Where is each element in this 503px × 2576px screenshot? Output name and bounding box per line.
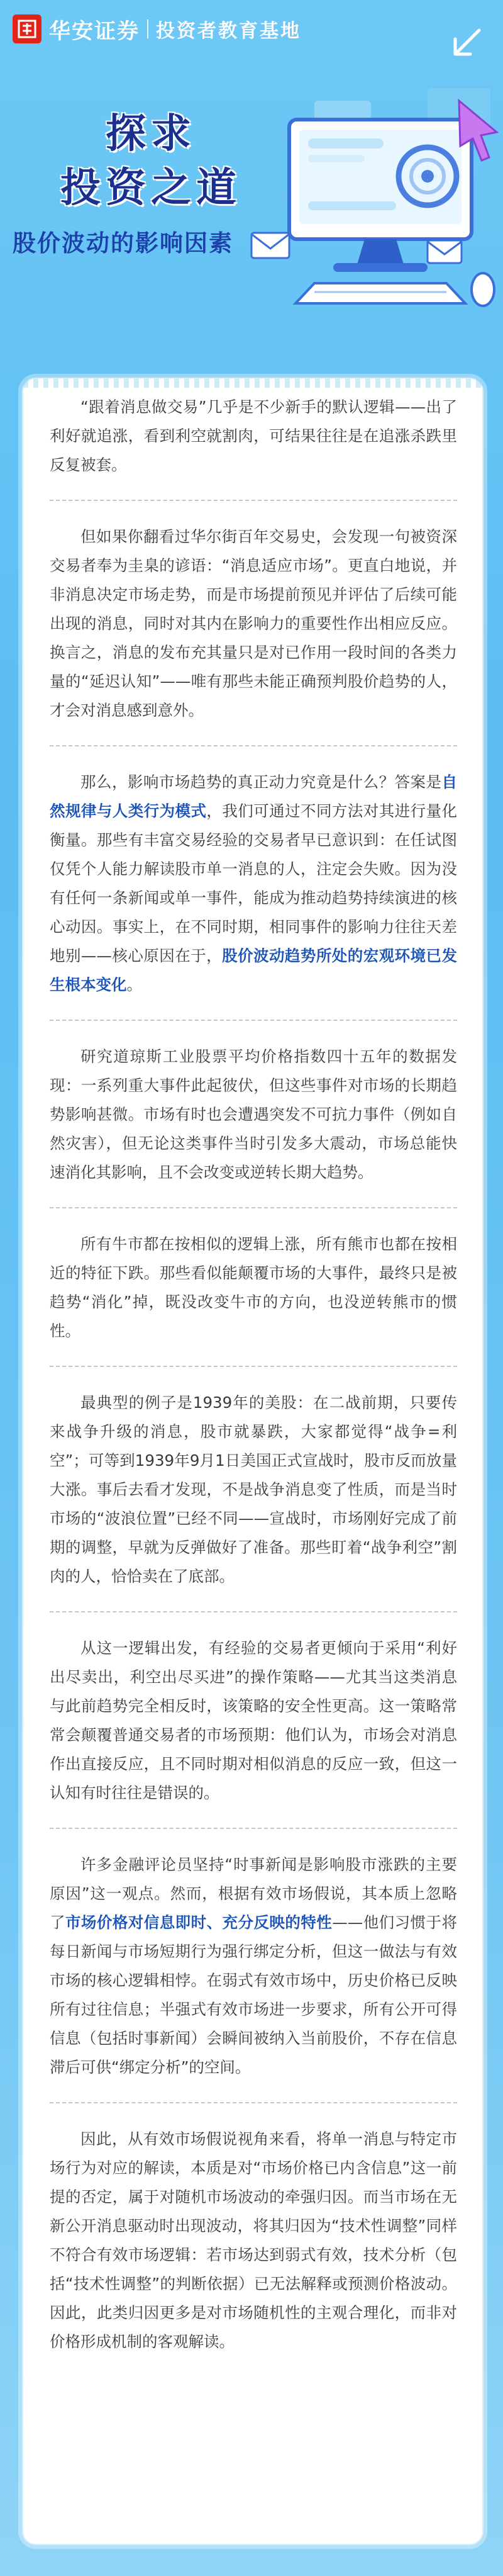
article-body xyxy=(50,393,457,2398)
header-bar xyxy=(13,11,301,47)
paragraph-2: 但如果你翻看过华尔街百年交易史，会发现一句被资深交易者奉为圭臬的谚语：“消息适应市场”。更直白地说，并非消息决定市场走势，而是市场提前预见并评估了后续可能出现的消息，同时对其内在影响力的重要性作出相应反应。换言之，消息的发布充其量只是对已作用一段时间的各类力量的“延迟认知”——唯有那些未能正确预判股价趋势的人，才会对消息感到意外。 xyxy=(50,522,457,746)
card-decoration xyxy=(23,379,482,388)
hero-title-line1: 探求 xyxy=(106,111,196,157)
highlight-natural-laws: 自然规律与人类行为模式 xyxy=(50,773,457,820)
paragraph-6: 最典型的例子是1939年的美股：在二战前期，只要传来战争升级的消息，股市就暴跌，大家都觉得“战争=利空”；可等到1939年9月1日美国正式宣战时，股市反而放量大涨。事后去看才发现，不是战争消息变了性质，而是当时市场的“波浪位置”已经不同——宣战时，市场刚好完成了前期的调整，早就为反弹做好了准备。那些盯着“战争利空”割肉的人，恰恰卖在了底部。 xyxy=(50,1388,457,1612)
paragraph-8-text-b: ——他们习惯于将每日新闻与市场短期行为强行绑定分析，但这一做法与有效市场的核心逻辑相悖。在弱式有效市场中，历史价格已反映所有过往信息；半强式有效市场进一步要求，所有公开可得信息（包括时事新闻）会瞬间被纳入当前股价，不存在信息滞后可供“绑定分析”的空间。 xyxy=(50,1913,458,2076)
paragraph-1: “跟着消息做交易”几乎是不少新手的默认逻辑——出了利好就追涨，看到利空就割肉，可结果往往是在追涨杀跌里反复被套。 xyxy=(50,393,457,501)
corner-arrow-icon xyxy=(451,28,482,58)
hero-title-line2: 投资之道 xyxy=(60,165,241,211)
article-card xyxy=(22,378,484,2545)
highlight-macro-environment: 股价波动趋势所处的宏观环境已发生根本变化 xyxy=(50,947,458,994)
highlight-market-price: 市场价格对信息即时、充分反映的特性 xyxy=(65,1913,333,1932)
hero-subtitle: 股价波动的影响因素 xyxy=(13,230,233,257)
paragraph-3-text-c: 。 xyxy=(126,976,142,994)
paragraph-4: 研究道琼斯工业股票平均价格指数四十五年的数据发现：一系列重大事件此起彼伏，但这些事件对市场的长期趋势影响甚微。市场有时也会遭遇突发不可抗力事件（例如自然灾害），但无论这类事件当时引发多大震动，市场总能快速消化其影响，且不会改变或逆转长期大趋势。 xyxy=(50,1042,457,1208)
brand-divider xyxy=(147,20,148,38)
computer-illustration-icon xyxy=(239,76,503,315)
paragraph-8 xyxy=(50,1850,457,2103)
paragraph-7: 从这一逻辑出发，有经验的交易者更倾向于采用“利好出尽卖出，利空出尽买进”的操作策略——尤其当这类消息与此前趋势完全相反时，该策略的安全性更高。这一策略常常会颠覆普通交易者的市场预期：他们认为，市场会对消息作出直接反应，且不同时期对相似消息的反应一致，但这一认知有时往往是错误的。 xyxy=(50,1634,457,1829)
huaan-logo-icon xyxy=(13,14,41,43)
brand-name: 华安证券 xyxy=(49,18,140,44)
paragraph-3 xyxy=(50,768,457,1021)
brand-subtitle: 投资者教育基地 xyxy=(156,20,301,42)
paragraph-3-text-b: ，我们可通过不同方法对其进行量化衡量。那些有丰富交易经验的交易者早已意识到：在任试图仅凭个人能力解读股市单一消息的人，注定会失败。因为没有任何一条新闻或单一事件，能成为推动趋势持续演进的核心动因。事实上，在不同时期，相同事件的影响力往往天差地别——核心原因在于， xyxy=(50,802,458,965)
paragraph-5: 所有牛市都在按相似的逻辑上涨，所有熊市也都在按相近的特征下跌。那些看似能颠覆市场的大事件，最终只是被趋势“消化”掉，既没改变牛市的方向，也没逆转熊市的惯性。 xyxy=(50,1230,457,1367)
hero-title xyxy=(38,107,264,215)
paragraph-3-text-a: 那么，影响市场趋势的真正动力究竟是什么？答案是 xyxy=(80,773,442,791)
paragraph-9: 因此，从有效市场假说视角来看，将单一消息与特定市场行为对应的解读，本质是对“市场价格已内含信息”这一前提的否定，属于对随机市场波动的牵强归因。而当市场在无新公开消息驱动时出现波动，将其归因为“技术性调整”同样不符合有效市场逻辑：若市场达到弱式有效，技术分析（包括“技术性调整”的判断依据）已无法解释或预测价格波动。因此，此类归因更多是对市场随机性的主观合理化，而非对价格形成机制的客观解读。 xyxy=(50,2130,457,2351)
paragraph-8-text-a: 许多金融评论员坚持“时事新闻是影响股市涨跌的主要原因”这一观点。然而，根据有效市场假说，其本质上忽略了 xyxy=(50,1855,457,1932)
